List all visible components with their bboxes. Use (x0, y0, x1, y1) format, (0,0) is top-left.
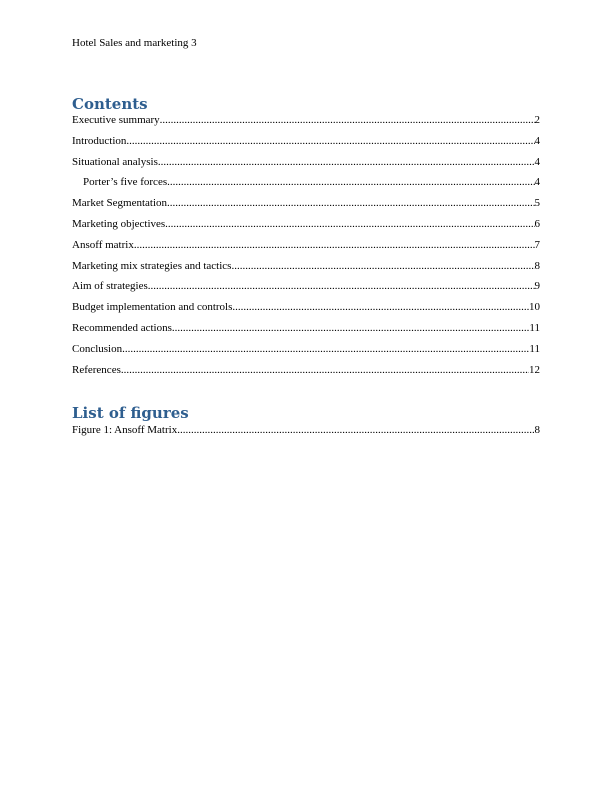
toc-entry-title: Marketing mix strategies and tactics (72, 259, 232, 272)
dot-leader (126, 135, 534, 148)
toc-entry-references[interactable] (72, 364, 540, 385)
toc-entry-page: 8 (534, 259, 540, 272)
list-of-figures-heading: List of figures (72, 404, 189, 422)
dot-leader (231, 260, 534, 273)
dot-leader (165, 218, 534, 231)
dot-leader (167, 176, 534, 189)
toc-entry-title: Conclusion (72, 342, 123, 355)
dot-leader (134, 239, 535, 252)
toc-entry-title: Aim of strategies (72, 280, 148, 293)
toc-entry-title: References (72, 363, 121, 376)
toc-entry-title: Budget implementation and controls (72, 301, 233, 314)
toc-entry-page: 11 (529, 321, 540, 334)
toc-entry-page: 4 (534, 155, 540, 168)
dot-leader (148, 280, 535, 293)
toc-entry-marketing-objectives[interactable] (72, 218, 540, 239)
toc-entry-aim-of-strategies[interactable] (72, 280, 540, 301)
list-of-figures (72, 424, 540, 445)
toc-entry-page: 4 (534, 134, 540, 147)
toc-entry-title: Porter’s five forces (83, 176, 168, 189)
dot-leader (158, 156, 535, 169)
toc-entry-budget-implementation[interactable] (72, 301, 540, 322)
toc-entry-page: 5 (534, 197, 540, 210)
toc-entry-recommended-actions[interactable] (72, 322, 540, 343)
running-header: Hotel Sales and marketing 3 (72, 37, 197, 49)
figure-entry-ansoff-matrix[interactable] (72, 424, 540, 445)
toc-entry-page: 7 (534, 238, 540, 251)
dot-leader (122, 343, 529, 356)
toc-entry-market-segmentation[interactable] (72, 197, 540, 218)
dot-leader (172, 322, 530, 335)
dot-leader (232, 301, 529, 314)
toc-entry-title: Ansoff matrix (72, 238, 134, 251)
figure-entry-title: Figure 1: Ansoff Matrix (72, 424, 178, 436)
toc-entry-page: 9 (534, 280, 540, 293)
toc-entry-situational-analysis[interactable] (72, 156, 540, 177)
toc-entry-title: Marketing objectives (72, 217, 166, 230)
toc-entry-introduction[interactable] (72, 135, 540, 156)
toc-entry-page: 6 (534, 217, 540, 230)
toc-entry-page: 10 (529, 301, 540, 314)
toc-entry-title: Executive summary (72, 114, 160, 126)
toc-entry-title: Situational analysis (72, 155, 158, 168)
toc-entry-title: Introduction (72, 134, 127, 147)
toc-entry-porters-five-forces[interactable] (72, 176, 540, 197)
toc-entry-title: Recommended actions (72, 321, 172, 334)
toc-entry-page: 11 (529, 342, 540, 355)
toc-entry-page: 2 (534, 114, 540, 126)
toc-entry-title: Market Segmentation (72, 197, 168, 210)
dot-leader (177, 424, 534, 437)
contents-heading: Contents (72, 95, 148, 113)
toc-entry-marketing-mix[interactable] (72, 260, 540, 281)
toc-entry-executive-summary[interactable] (72, 114, 540, 135)
toc-entry-page: 12 (529, 363, 540, 376)
dot-leader (121, 364, 529, 377)
dot-leader (160, 114, 535, 127)
toc-entry-conclusion[interactable] (72, 343, 540, 364)
toc-entry-page: 4 (534, 176, 540, 189)
table-of-contents (72, 114, 540, 384)
dot-leader (167, 197, 534, 210)
toc-entry-ansoff-matrix[interactable] (72, 239, 540, 260)
figure-entry-page: 8 (534, 424, 540, 436)
